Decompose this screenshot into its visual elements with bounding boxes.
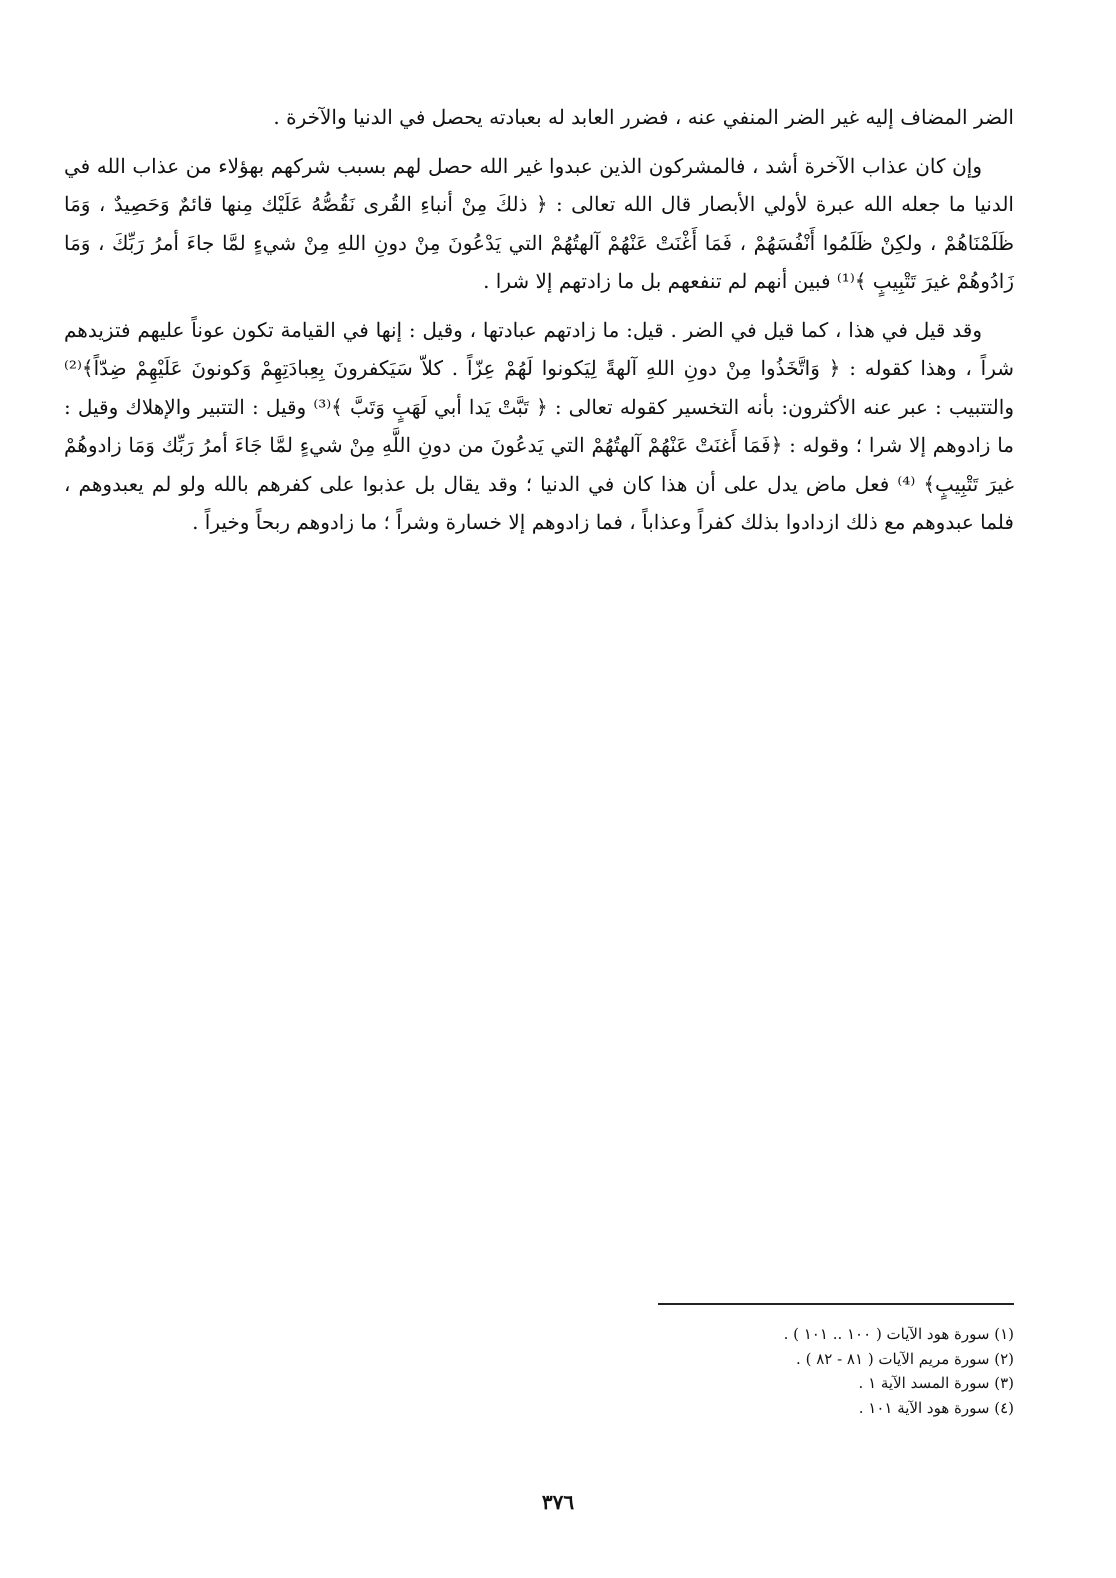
footnote-4: (٤) سورة هود الآية ١٠١ . — [858, 1398, 1014, 1417]
footnote-2: (٢) سورة مريم الآيات ( ٨١ - ٨٢ ) . — [796, 1349, 1014, 1368]
paragraph-1: الضر المضاف إليه غير الضر المنفي عنه ، فضرر العابد له بعبادته يحصل في الدنيا والآخرة . — [273, 105, 1014, 129]
main-text — [64, 98, 1014, 542]
footnote-3: (٣) سورة المسد الآية ١ . — [858, 1374, 1014, 1392]
page-number: ٣٧٦ — [541, 1490, 575, 1514]
footnote-separator — [658, 1303, 1014, 1305]
paragraph-2: وإن كان عذاب الآخرة أشد ، فالمشركون الذين عبدوا غير الله حصل لهم بسبب شركهم بهؤلاء من عذاب الله في الدنيا ما جعله الله عبرة لأولي الأبصار قال الله تعالى : ﴿ ذلكَ مِنْ أنباءِ القُرى نَقُصُّهُ عَلَيْك مِنها قائمٌ وَحَصِيدٌ ، وَمَا ظَلَمْنَاهُمْ ، ولكِنْ ظَلَمُوا أَنْفُسَهُمْ ، فَمَا أَغْنَتْ عَنْهُمْ آلهتُهُمْ التي يَدْعُونَ مِنْ دونِ اللهِ مِنْ شيءٍ لمَّا جاءَ أمرُ رَبِّكَ ، وَمَا زَادُوهُمْ غيرَ تَتْبِيبٍ ﴾⁽¹⁾ فبين أنهم لم تنفعهم بل ما زادتهم إلا شرا . — [64, 153, 1014, 293]
paragraph-3: وقد قيل في هذا ، كما قيل في الضر . قيل: ما زادتهم عبادتها ، وقيل : إنها في القيامة تكون عوناً عليهم فتزيدهم شراً ، وهذا كقوله : ﴿ وَاتَّخَذُوا مِنْ دونِ اللهِ آلهةً لِيَكونوا لَهُمْ عِزّاً . كلاّ سَيَكفرونَ بِعِبادَتِهِمْ وَكونونَ عَلَيْهِمْ ضِدّاً﴾⁽²⁾ والتتبيب : عبر عنه الأكثرون: بأنه التخسير كقوله تعالى : ﴿ تَبَّتْ يَدا أبي لَهَبٍ وَتَبَّ ﴾⁽³⁾ وقيل : التتبير والإهلاك وقيل : ما زادوهم إلا شرا ؛ وقوله : ﴿فَمَا أَغنَتْ عَنْهُمْ آلهتُهُمْ التي يَدعُونَ من دونِ اللَّهِ مِنْ شيءٍ لمَّا جَاءَ أمرُ رَبِّك وَمَا زادوهُمْ غيرَ تَتْبِيبٍ﴾ ⁽⁴⁾ فعل ماض يدل على أن هذا كان في الدنيا ؛ وقد يقال بل عذبوا على كفرهم بالله ولو لم يعبدوهم ، فلما عبدوهم مع ذلك ازدادوا بذلك كفراً وعذاباً ، فما زادوهم إلا خسارة وشراً ؛ ما زادوهم ربحاً وخيراً . — [64, 317, 1015, 534]
footnotes — [514, 1322, 1014, 1420]
footnote-1: (١) سورة هود الآيات ( ١٠٠ .. ١٠١ ) . — [783, 1325, 1014, 1343]
